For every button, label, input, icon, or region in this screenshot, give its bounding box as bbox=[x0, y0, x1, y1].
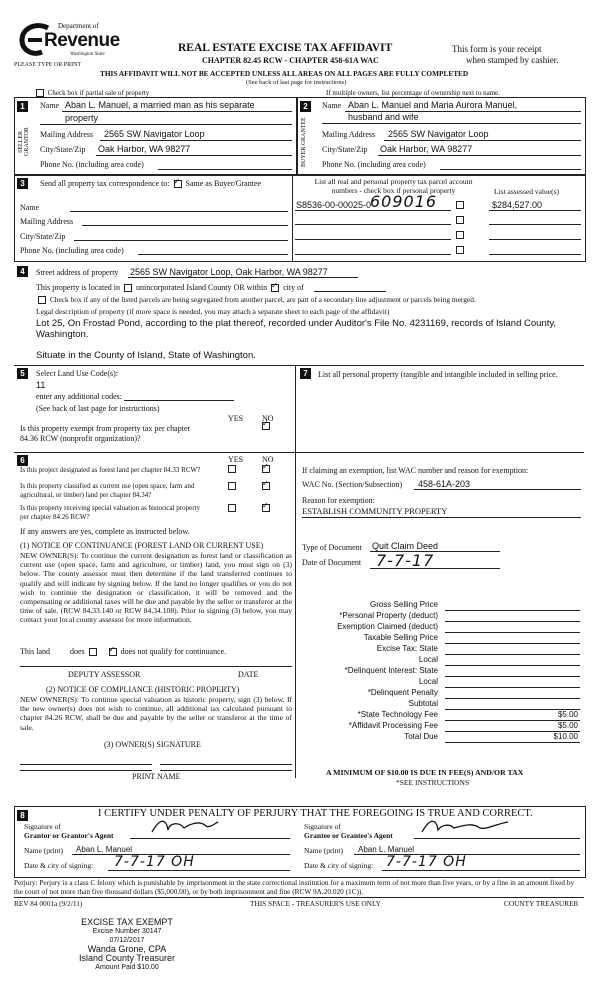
sec6-q2a: Is this property classified as current use (open space, farm and bbox=[20, 482, 195, 490]
grantee-signature-mark bbox=[420, 816, 510, 836]
county-treasurer-label: COUNTY TREASURER bbox=[504, 899, 579, 908]
deputy-assessor-label: DEPUTY ASSESSOR bbox=[68, 670, 141, 679]
section-7-number: 7 bbox=[300, 368, 311, 379]
fee-row bbox=[302, 732, 580, 743]
doc-type-label: Type of Document bbox=[302, 543, 362, 552]
assessed-header: List assessed value(s) bbox=[494, 187, 559, 196]
stamp-paid: Amount Paid $10.00 bbox=[95, 964, 159, 971]
stamp-name: Wanda Grone, CPA bbox=[87, 944, 167, 954]
land-use-label: Select Land Use Code(s): bbox=[36, 369, 118, 378]
fee-label: *Affidavit Processing Fee bbox=[348, 721, 438, 730]
buyer-mail: 2565 SW Navigator Loop bbox=[388, 129, 489, 139]
parcel-header-1: List all real and personal property tax parcel account bbox=[314, 177, 473, 186]
section-1-number: 1 bbox=[17, 101, 28, 112]
if-yes-note: If any answers are yes, complete as instructed below. bbox=[20, 527, 190, 536]
type-print-note: PLEASE TYPE OR PRINT bbox=[14, 62, 82, 68]
grantor-date-label: Date & city of signing: bbox=[24, 861, 94, 870]
city-of-label: city of bbox=[283, 283, 304, 292]
sec3-mail-label: Mailing Address bbox=[20, 217, 74, 226]
fee-row bbox=[302, 710, 580, 721]
multiple-owners-note: If multiple owners, list percentage of ownership next to name. bbox=[326, 89, 500, 97]
department-logo bbox=[18, 20, 118, 60]
receipt-note-2: when stamped by cashier. bbox=[466, 55, 559, 65]
grantor-name: Aban L. Manuel bbox=[76, 845, 133, 854]
personal-property-checkbox-1[interactable] bbox=[456, 201, 464, 209]
fee-value: $5.00 bbox=[557, 721, 578, 730]
street-address: 2565 SW Navigator Loop, Oak Harbor, WA 98277 bbox=[130, 267, 328, 277]
grantor-signature bbox=[150, 816, 220, 840]
buyer-name-1: Aban L. Manuel and Maria Aurora Manuel, bbox=[348, 100, 518, 110]
fee-label: Gross Selling Price bbox=[369, 600, 438, 609]
print-name-label: PRINT NAME bbox=[132, 772, 181, 781]
legal-description-label: Legal description of property (if more space is needed, you may attach a separate sheet to each page of the affidavit) bbox=[36, 307, 390, 316]
fee-row bbox=[302, 655, 580, 666]
sec6-q1: Is this project designated as forest land per chapter 84.33 RCW? bbox=[20, 466, 201, 474]
buyer-name-label: Name bbox=[322, 101, 342, 110]
fee-value: $5.00 bbox=[557, 710, 578, 719]
fee-row bbox=[302, 677, 580, 688]
fee-label: Subtotal bbox=[408, 699, 438, 708]
land-use-code: 11 bbox=[36, 380, 46, 390]
fee-label: Excise Tax: State bbox=[376, 644, 438, 653]
seller-mail-label: Mailing Address bbox=[40, 130, 94, 139]
fee-line bbox=[445, 742, 580, 743]
fee-label: Total Due bbox=[404, 732, 438, 741]
section-3-number: 3 bbox=[17, 178, 28, 189]
sec6-yes: YES bbox=[228, 455, 244, 464]
located-label: This property is located in bbox=[36, 283, 120, 292]
stamp-number: Excise Number 30147 bbox=[92, 928, 162, 935]
fee-value: $10.00 bbox=[553, 732, 578, 741]
q2-yes-checkbox[interactable] bbox=[228, 482, 236, 490]
seller-name-2: property bbox=[65, 113, 99, 123]
doc-type: Quit Claim Deed bbox=[372, 541, 439, 551]
fee-label: *Delinquent Interest: State bbox=[344, 666, 438, 675]
exemption-claim-label: If claiming an exemption, list WAC number and reason for exemption: bbox=[302, 466, 529, 475]
seller-grantor-label: SELLER GRANTOR bbox=[18, 127, 30, 157]
segregated-label: Check box if any of the listed parcels are being segregated from another parcel, are part of a secondary line adjustment or parcels being merged. bbox=[49, 295, 476, 304]
perjury-note: Perjury: Perjury is a class C felony which is punishable by imprisonment in the state correctional institution for a maximum term of not more than five years, or by a fine in an amount fixed by the court of not more than five thousand dollars ($5,000.00), or by both imprisonment and fine (RCW 9A.20.020 (1C)). bbox=[14, 878, 575, 896]
dept-top: Department of bbox=[58, 22, 99, 30]
grantor-name-label: Name (print) bbox=[24, 846, 63, 855]
exempt-no-checkbox[interactable] bbox=[262, 422, 270, 430]
city-of-checkbox[interactable] bbox=[271, 284, 279, 292]
grantee-sig-label-2: Grantee or Grantee's Agent bbox=[304, 831, 393, 840]
fee-label: Exemption Claimed (deduct) bbox=[337, 622, 438, 631]
q2-no-checkbox[interactable] bbox=[262, 482, 270, 490]
fee-label: *Delinquent Penalty bbox=[367, 688, 438, 697]
buyer-mail-label: Mailing Address bbox=[322, 130, 376, 139]
receipt-note-1: This form is your receipt bbox=[452, 44, 542, 54]
additional-codes-label: enter any additional codes: bbox=[36, 392, 122, 401]
legal-description: Lot 25, On Frostad Pond, according to the plat thereof, recorded under Auditor's File No. 4231169, records of Island County, Washington. bbox=[36, 318, 557, 340]
rev-number: REV 84 0001a (9/2/11) bbox=[14, 899, 83, 908]
treasurer-stamp bbox=[62, 918, 192, 972]
does-not-checkbox[interactable] bbox=[109, 648, 117, 656]
fee-row bbox=[302, 699, 580, 710]
seller-city-label: City/State/Zip bbox=[40, 145, 86, 154]
fee-label: *State Technology Fee bbox=[357, 710, 438, 719]
fee-label: Taxable Selling Price bbox=[363, 633, 438, 642]
owner-signature-label: (3) OWNER(S) SIGNATURE bbox=[104, 740, 201, 749]
section-6-number: 6 bbox=[17, 455, 28, 466]
send-correspondence-label: Send all property tax correspondence to: bbox=[40, 179, 170, 188]
fee-label: Local bbox=[418, 655, 438, 664]
fee-row bbox=[302, 622, 580, 633]
personal-property-checkbox-2[interactable] bbox=[456, 216, 464, 224]
notice1-title: (1) NOTICE OF CONTINUANCE (FOREST LAND OR CURRENT USE) bbox=[20, 541, 264, 550]
q1-yes-checkbox[interactable] bbox=[228, 465, 236, 473]
parcel-header-2: numbers - check box if personal property bbox=[331, 186, 456, 195]
situate-text: Situate in the County of Island, State of Washington. bbox=[36, 350, 256, 361]
grantee-name: Aban L. Manuel bbox=[358, 845, 415, 854]
seller-name-label: Name bbox=[40, 101, 60, 110]
sec6-q3a: Is this property receiving special valuation as historical property bbox=[20, 504, 201, 512]
street-label: Street address of property bbox=[36, 268, 119, 277]
exempt-question-2: 84.36 RCW (nonprofit organization)? bbox=[20, 434, 141, 443]
fee-row bbox=[302, 611, 580, 622]
personal-property-checkbox-4[interactable] bbox=[456, 246, 464, 254]
sec6-no: NO bbox=[262, 455, 274, 464]
stamp-office: Island County Treasurer bbox=[78, 953, 176, 963]
grantee-signature bbox=[420, 816, 510, 840]
doc-date: 7-7-17 bbox=[376, 551, 435, 570]
section-5-number: 5 bbox=[17, 368, 28, 379]
notice1-body: NEW OWNER(S): To continue the current designation as forest land or classification as current use (open space, farm and agriculture, or timber) land, you must sign on (3) below. The county assessor must then determine if the land transferred continues to qualify and will indicate by signing below. If the land no longer qualifies or you do not wish to continue the designation or classification, it will be removed and the compensating or additional taxes will be due and payable by the seller or transferor at the time of sale. (RCW 84.33.140 or RCW 84.34.108). Prior to signing (3) below, you may contact your local county assessor for more information. bbox=[20, 551, 292, 625]
seller-name-1: Aban L. Manuel, a married man as his separate bbox=[65, 100, 255, 110]
partial-sale-label: Check box if partial sale of property bbox=[47, 89, 150, 97]
assessed-value: $284,527.00 bbox=[492, 200, 543, 210]
dept-state: Washington State bbox=[70, 52, 105, 57]
q3-no-checkbox[interactable] bbox=[262, 504, 270, 512]
buyer-city: Oak Harbor, WA 98277 bbox=[380, 144, 473, 154]
personal-property-label: List all personal property (tangible and intangible included in selling price. bbox=[318, 370, 558, 379]
doc-date-label: Date of Document bbox=[302, 558, 362, 567]
grantor-sig-label-2: Grantor or Grantor's Agent bbox=[24, 831, 114, 840]
this-land-label: This land bbox=[20, 647, 50, 656]
form-chapter: CHAPTER 82.45 RCW - CHAPTER 458-61A WAC bbox=[202, 56, 379, 65]
reason-text: ESTABLISH COMMUNITY PROPERTY bbox=[302, 506, 448, 516]
sec5-no: NO bbox=[262, 414, 274, 423]
same-as-buyer-label: Same as Buyer/Grantee bbox=[185, 179, 262, 188]
parcel-handwritten: 609016 bbox=[370, 192, 438, 211]
qualify-label: qualify for continuance. bbox=[149, 647, 227, 656]
parcel-number: S8536-00-00025-0 bbox=[296, 200, 372, 210]
fee-label: Local bbox=[418, 677, 438, 686]
minimum-due-note: A MINIMUM OF $10.00 IS DUE IN FEE(S) AND/OR TAX bbox=[326, 768, 524, 777]
see-back-note: (See back of last page for instructions) bbox=[246, 79, 347, 86]
grantor-sig-label-1: Signature of bbox=[24, 822, 61, 831]
reason-label: Reason for exemption: bbox=[302, 496, 375, 505]
not-accepted-note: THIS AFFIDAVIT WILL NOT BE ACCEPTED UNLESS ALL AREAS ON ALL PAGES ARE FULLY COMPLETED bbox=[100, 69, 469, 78]
segregated-checkbox[interactable] bbox=[38, 296, 46, 304]
stamp-date: 07/12/2017 bbox=[109, 937, 145, 944]
sec5-see-back: (See back of last page for instructions) bbox=[36, 404, 160, 413]
sec3-city-label: City/State/Zip bbox=[20, 232, 66, 241]
section-8-number: 8 bbox=[17, 810, 28, 821]
buyer-phone-label: Phone No. (including area code) bbox=[322, 160, 426, 169]
deputy-date-label: DATE bbox=[238, 670, 259, 679]
stamp-title: EXCISE TAX EXEMPT bbox=[81, 917, 173, 927]
notice2-body: NEW OWNER(S): To continue special valuation as historic property, sign (3) below. If the new owner(s) does not wish to continue, all additional tax calculated pursuant to chapter 84.26 RCW, shall be due and payable by the seller or transferor at the time of sale. bbox=[20, 695, 292, 732]
unincorporated-checkbox[interactable] bbox=[124, 284, 132, 292]
does-label: does bbox=[70, 647, 85, 656]
buyer-grantee-label: BUYER GRANTEE bbox=[301, 117, 307, 167]
fee-row bbox=[302, 721, 580, 732]
section-4-number: 4 bbox=[17, 266, 28, 277]
grantor-signature-mark bbox=[150, 816, 220, 836]
personal-property-checkbox-3[interactable] bbox=[456, 231, 464, 239]
fee-row bbox=[302, 688, 580, 699]
grantee-date-label: Date & city of signing: bbox=[304, 861, 374, 870]
seller-phone-label: Phone No. (including area code) bbox=[40, 160, 144, 169]
grantee-date-city: 7-7-17 OH bbox=[386, 854, 467, 870]
see-instructions-note: *SEE INSTRUCTIONS bbox=[396, 778, 470, 787]
q1-no-checkbox[interactable] bbox=[262, 465, 270, 473]
fee-label: *Personal Property (deduct) bbox=[339, 611, 438, 620]
does-not-label: does not bbox=[120, 647, 148, 656]
section-2-number: 2 bbox=[300, 101, 311, 112]
certify-statement: I CERTIFY UNDER PENALTY OF PERJURY THAT THE FOREGOING IS TRUE AND CORRECT. bbox=[98, 808, 533, 819]
fee-row bbox=[302, 633, 580, 644]
unincorporated-label: unincorporated Island County OR within bbox=[135, 283, 268, 292]
sec6-q3b: per chapter 84.26 RCW? bbox=[20, 513, 90, 521]
sec5-yes: YES bbox=[228, 414, 244, 423]
dept-name: Revenue bbox=[44, 30, 120, 51]
form-title: REAL ESTATE EXCISE TAX AFFIDAVIT bbox=[178, 42, 393, 54]
does-checkbox[interactable] bbox=[89, 648, 97, 656]
notice2-title: (2) NOTICE OF COMPLIANCE (HISTORIC PROPERTY) bbox=[46, 685, 240, 694]
sec6-q2b: agricultural, or timber) land per chapter 84.34? bbox=[20, 491, 152, 499]
treasurer-space-label: THIS SPACE - TREASURER'S USE ONLY bbox=[250, 899, 381, 908]
seller-city: Oak Harbor, WA 98277 bbox=[98, 144, 191, 154]
fee-table bbox=[302, 600, 580, 743]
wac-number: 458-61A-203 bbox=[418, 479, 471, 489]
sec3-phone-label: Phone No. (including area code) bbox=[20, 246, 124, 255]
grantee-sig-label-1: Signature of bbox=[304, 822, 341, 831]
seller-mail: 2565 SW Navigator Loop bbox=[104, 129, 205, 139]
grantor-date-city: 7-7-17 OH bbox=[114, 854, 195, 870]
fee-row bbox=[302, 644, 580, 655]
q3-yes-checkbox[interactable] bbox=[228, 504, 236, 512]
buyer-city-label: City/State/Zip bbox=[322, 145, 368, 154]
same-as-buyer-checkbox[interactable] bbox=[174, 180, 182, 188]
grantee-name-label: Name (print) bbox=[304, 846, 343, 855]
fee-row bbox=[302, 666, 580, 677]
wac-label: WAC No. (Section/Subsection) bbox=[302, 480, 403, 489]
sec3-name-label: Name bbox=[20, 203, 40, 212]
buyer-name-2: husband and wife bbox=[348, 112, 419, 122]
exempt-question-1: Is this property exempt from property tax per chapter bbox=[20, 424, 191, 433]
fee-row bbox=[302, 600, 580, 611]
